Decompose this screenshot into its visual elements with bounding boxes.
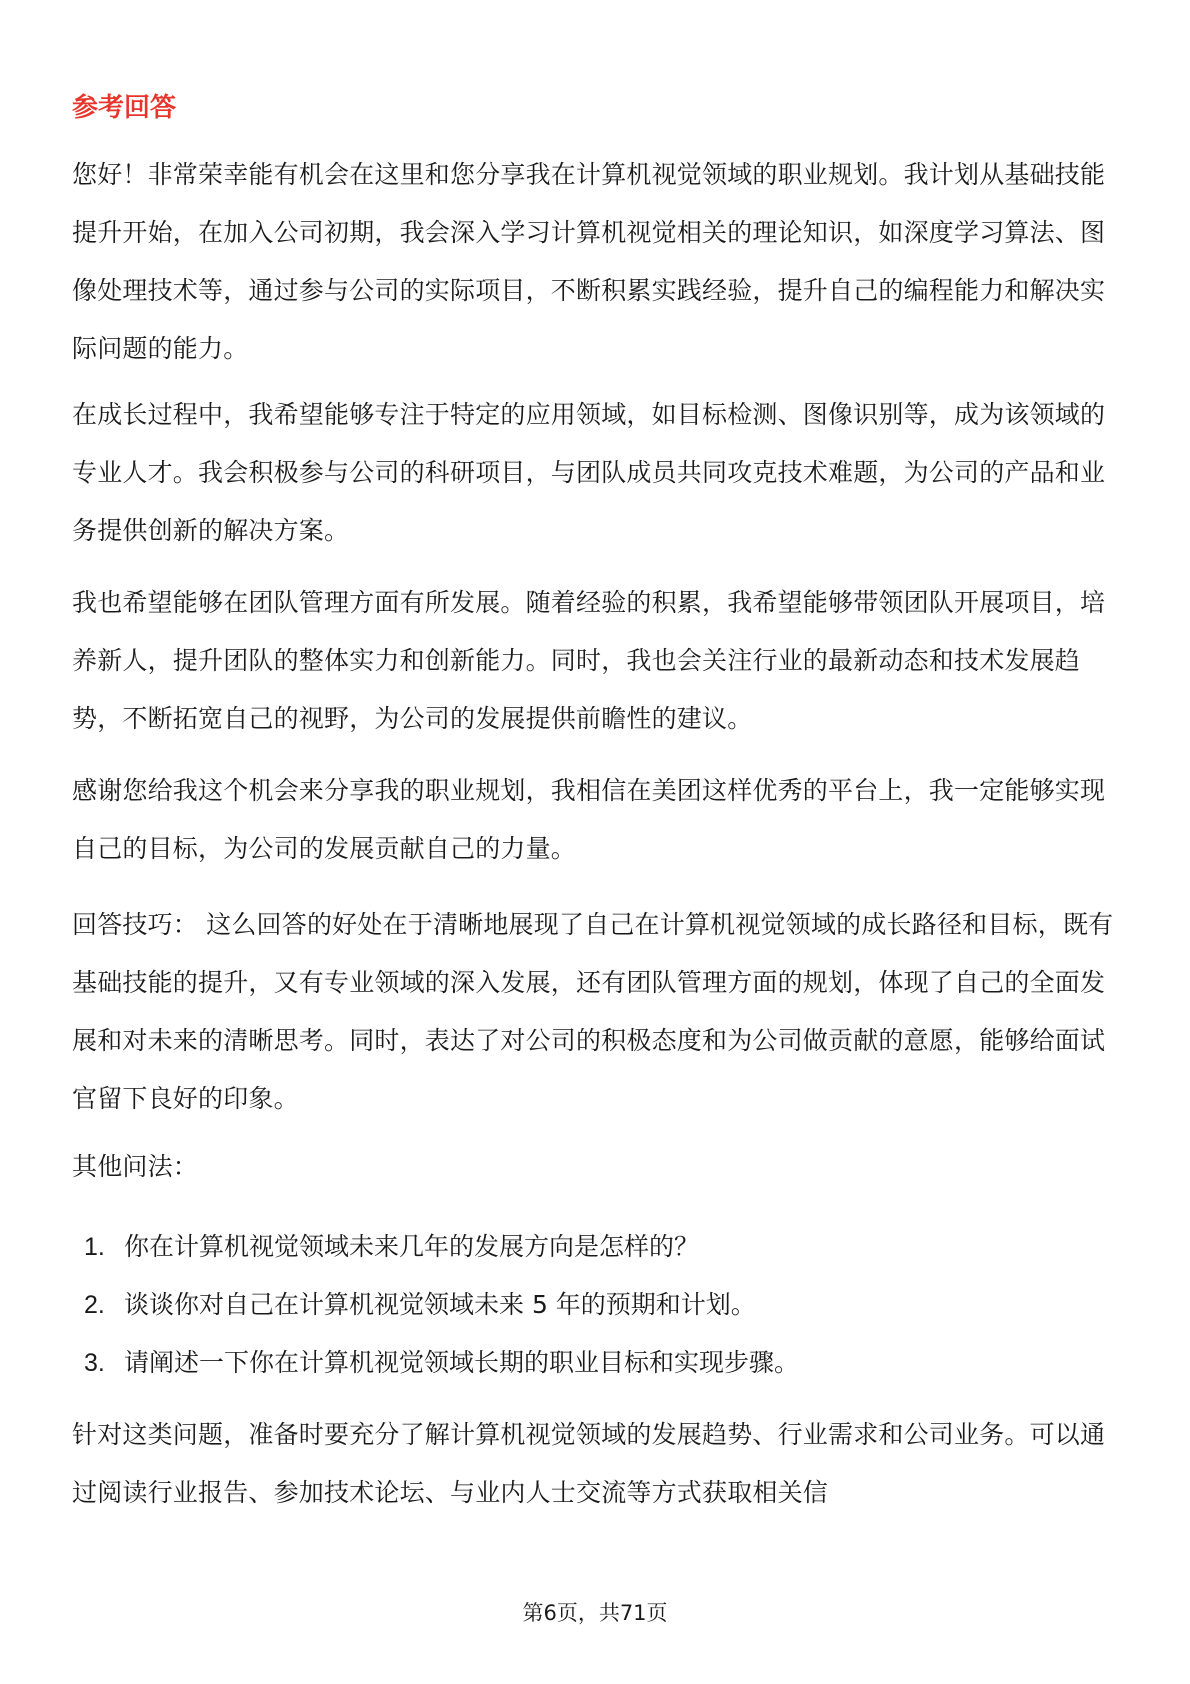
answer-paragraph-4: 感谢您给我这个机会来分享我的职业规划，我相信在美团这样优秀的平台上，我一定能够实现自己的目标，为公司的发展贡献自己的力量。: [72, 776, 1106, 863]
answer-paragraph-2: 在成长过程中，我希望能够专注于特定的应用领域，如目标检测、图像识别等，成为该领域的专业人才。我会积极参与公司的科研项目，与团队成员共同攻克技术难题，为公司的产品和业务提供创新的解决方案。: [72, 400, 1106, 545]
answer-tips-paragraph: 回答技巧： 这么回答的好处在于清晰地展现了自己在计算机视觉领域的成长路径和目标，既有基础技能的提升，又有专业领域的深入发展，还有团队管理方面的规划，体现了自己的全面发展和对未来的清晰思考。同时，表达了对公司的积极态度和为公司做贡献的意愿，能够给面试官留下良好的印象。: [72, 910, 1114, 1113]
list-item-number: 1.: [84, 1233, 105, 1261]
other-questions-list: [84, 1218, 1114, 1392]
list-item-number: 3.: [84, 1349, 105, 1377]
list-item-number: 2.: [84, 1291, 105, 1319]
list-item-text: 你在计算机视觉领域未来几年的发展方向是怎样的？: [124, 1232, 700, 1261]
other-questions-label: 其他问法：: [72, 1152, 199, 1181]
answer-paragraph-3: 我也希望能够在团队管理方面有所发展。随着经验的积累，我希望能够带领团队开展项目，培养新人，提升团队的整体实力和创新能力。同时，我也会关注行业的最新动态和技术发展趋势，不断拓宽自己的视野，为公司的发展提供前瞻性的建议。: [72, 588, 1106, 733]
section-heading: 参考回答: [72, 93, 177, 123]
answer-paragraph-1: 您好！非常荣幸能有机会在这里和您分享我在计算机视觉领域的职业规划。我计划从基础技能提升开始，在加入公司初期，我会深入学习计算机视觉相关的理论知识，如深度学习算法、图像处理技术等，通过参与公司的实际项目，不断积累实践经验，提升自己的编程能力和解决实际问题的能力。: [72, 160, 1106, 363]
closing-paragraph: 针对这类问题，准备时要充分了解计算机视觉领域的发展趋势、行业需求和公司业务。可以通过阅读行业报告、参加技术论坛、与业内人士交流等方式获取相关信: [72, 1420, 1106, 1507]
list-item: [84, 1334, 1114, 1392]
list-item-text: 请阐述一下你在计算机视觉领域长期的职业目标和实现步骤。: [124, 1348, 800, 1377]
list-item-text: 谈谈你对自己在计算机视觉领域未来 5 年的预期和计划。: [124, 1290, 756, 1319]
page-number-footer: 第6页，共71页: [522, 1601, 668, 1625]
list-item: [84, 1276, 1114, 1334]
list-item: [84, 1218, 1114, 1276]
